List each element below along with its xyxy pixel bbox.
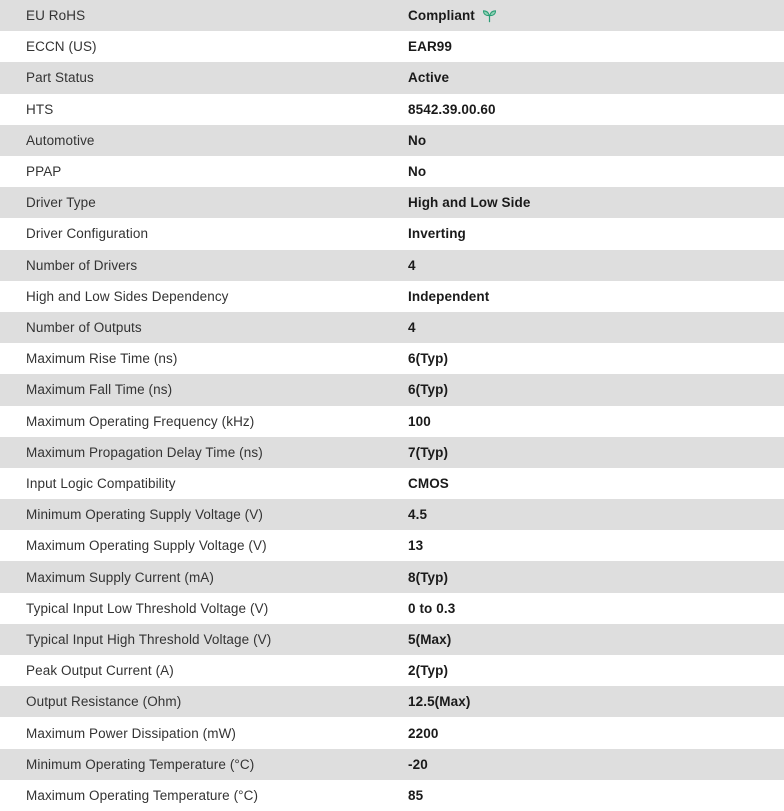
spec-attribute-value (408, 102, 784, 117)
spec-value-text: 4 (408, 320, 416, 336)
spec-attribute-label: Typical Input High Threshold Voltage (V) (26, 631, 272, 647)
spec-attribute-label: ECCN (US) (26, 39, 97, 55)
spec-attribute-value (408, 476, 784, 491)
spec-attribute-value (408, 164, 784, 179)
table-row (0, 125, 784, 156)
table-row (0, 312, 784, 343)
spec-attribute-label: Maximum Operating Supply Voltage (V) (26, 538, 267, 554)
spec-value-text: 4 (408, 257, 416, 273)
spec-attribute-label: Part Status (26, 70, 94, 86)
table-row (0, 593, 784, 624)
table-row (0, 468, 784, 499)
spec-attribute-value (408, 601, 784, 616)
spec-attribute-value (408, 195, 784, 210)
spec-attribute-label: Output Resistance (Ohm) (26, 694, 182, 710)
spec-attribute-label: Maximum Operating Frequency (kHz) (26, 413, 255, 429)
table-row (0, 0, 784, 31)
table-row (0, 624, 784, 655)
table-row (0, 686, 784, 717)
spec-attribute-value (408, 133, 784, 148)
spec-value-text: 2(Typ) (408, 663, 449, 679)
table-row (0, 374, 784, 405)
spec-attribute-label: EU RoHS (26, 8, 86, 24)
spec-attribute-label: Minimum Operating Temperature (°C) (26, 756, 255, 772)
table-row (0, 530, 784, 561)
spec-attribute-label: HTS (26, 101, 54, 117)
spec-attribute-label: Maximum Rise Time (ns) (26, 351, 178, 367)
table-row (0, 561, 784, 592)
spec-attribute-value (408, 632, 784, 647)
spec-attribute-label: Maximum Fall Time (ns) (26, 382, 173, 398)
table-row (0, 218, 784, 249)
table-row (0, 749, 784, 780)
spec-value-text: 7(Typ) (408, 444, 449, 460)
spec-attribute-value (408, 726, 784, 741)
spec-value-text: 5(Max) (408, 631, 452, 647)
spec-attribute-value (408, 538, 784, 553)
spec-attribute-label: Maximum Supply Current (mA) (26, 569, 214, 585)
spec-value-text: Independent (408, 288, 490, 304)
spec-value-text: 2200 (408, 725, 439, 741)
table-row (0, 94, 784, 125)
spec-attribute-value (408, 226, 784, 241)
spec-attribute-label: Driver Configuration (26, 226, 149, 242)
spec-attribute-value (408, 8, 784, 23)
spec-value-text: No (408, 164, 427, 180)
spec-value-text: High and Low Side (408, 195, 531, 211)
spec-attribute-value (408, 320, 784, 335)
spec-attribute-label: PPAP (26, 164, 62, 180)
spec-attribute-value (408, 788, 784, 803)
spec-value-text: 6(Typ) (408, 382, 449, 398)
table-row (0, 655, 784, 686)
spec-attribute-value (408, 757, 784, 772)
spec-value-text: Inverting (408, 226, 466, 242)
spec-value-text: 12.5(Max) (408, 694, 471, 710)
rohs-leaf-icon (482, 8, 497, 23)
spec-attribute-label: Maximum Propagation Delay Time (ns) (26, 444, 263, 460)
spec-attribute-label: Typical Input Low Threshold Voltage (V) (26, 600, 269, 616)
spec-value-text: 4.5 (408, 507, 428, 523)
table-row (0, 717, 784, 748)
spec-attribute-value (408, 39, 784, 54)
spec-attribute-label: Maximum Operating Temperature (°C) (26, 787, 259, 803)
spec-attribute-value (408, 663, 784, 678)
spec-attribute-label: Number of Outputs (26, 320, 142, 336)
spec-attribute-label: High and Low Sides Dependency (26, 288, 229, 304)
spec-value-text: 13 (408, 538, 424, 554)
spec-value-text: Compliant (408, 8, 475, 24)
spec-attribute-value (408, 351, 784, 366)
table-row (0, 281, 784, 312)
table-row (0, 62, 784, 93)
spec-attribute-label: Number of Drivers (26, 257, 138, 273)
table-row (0, 780, 784, 811)
spec-value-text: No (408, 132, 427, 148)
spec-attribute-value (408, 289, 784, 304)
table-row (0, 250, 784, 281)
table-row (0, 187, 784, 218)
table-row (0, 343, 784, 374)
spec-value-text: 85 (408, 787, 424, 803)
spec-value-text: 6(Typ) (408, 351, 449, 367)
spec-value-text: Active (408, 70, 450, 86)
table-row (0, 437, 784, 468)
spec-value-text: 0 to 0.3 (408, 600, 456, 616)
spec-value-text: 100 (408, 413, 431, 429)
spec-attribute-value (408, 570, 784, 585)
spec-attribute-label: Input Logic Compatibility (26, 475, 176, 491)
spec-attribute-label: Maximum Power Dissipation (mW) (26, 725, 237, 741)
table-row (0, 499, 784, 530)
spec-attribute-label: Peak Output Current (A) (26, 663, 174, 679)
spec-attribute-label: Automotive (26, 132, 95, 148)
table-row (0, 406, 784, 437)
spec-value-text: 8542.39.00.60 (408, 101, 496, 117)
spec-value-text: CMOS (408, 475, 449, 491)
table-row (0, 31, 784, 62)
table-row (0, 156, 784, 187)
spec-attribute-value (408, 258, 784, 273)
spec-attribute-value (408, 445, 784, 460)
spec-value-text: -20 (408, 756, 428, 772)
spec-attribute-value (408, 694, 784, 709)
spec-attribute-label: Minimum Operating Supply Voltage (V) (26, 507, 263, 523)
spec-attribute-value (408, 414, 784, 429)
spec-attribute-value (408, 70, 784, 85)
spec-attribute-label: Driver Type (26, 195, 96, 211)
spec-attribute-value (408, 507, 784, 522)
spec-attribute-value (408, 382, 784, 397)
spec-value-text: EAR99 (408, 39, 453, 55)
spec-value-text: 8(Typ) (408, 569, 449, 585)
